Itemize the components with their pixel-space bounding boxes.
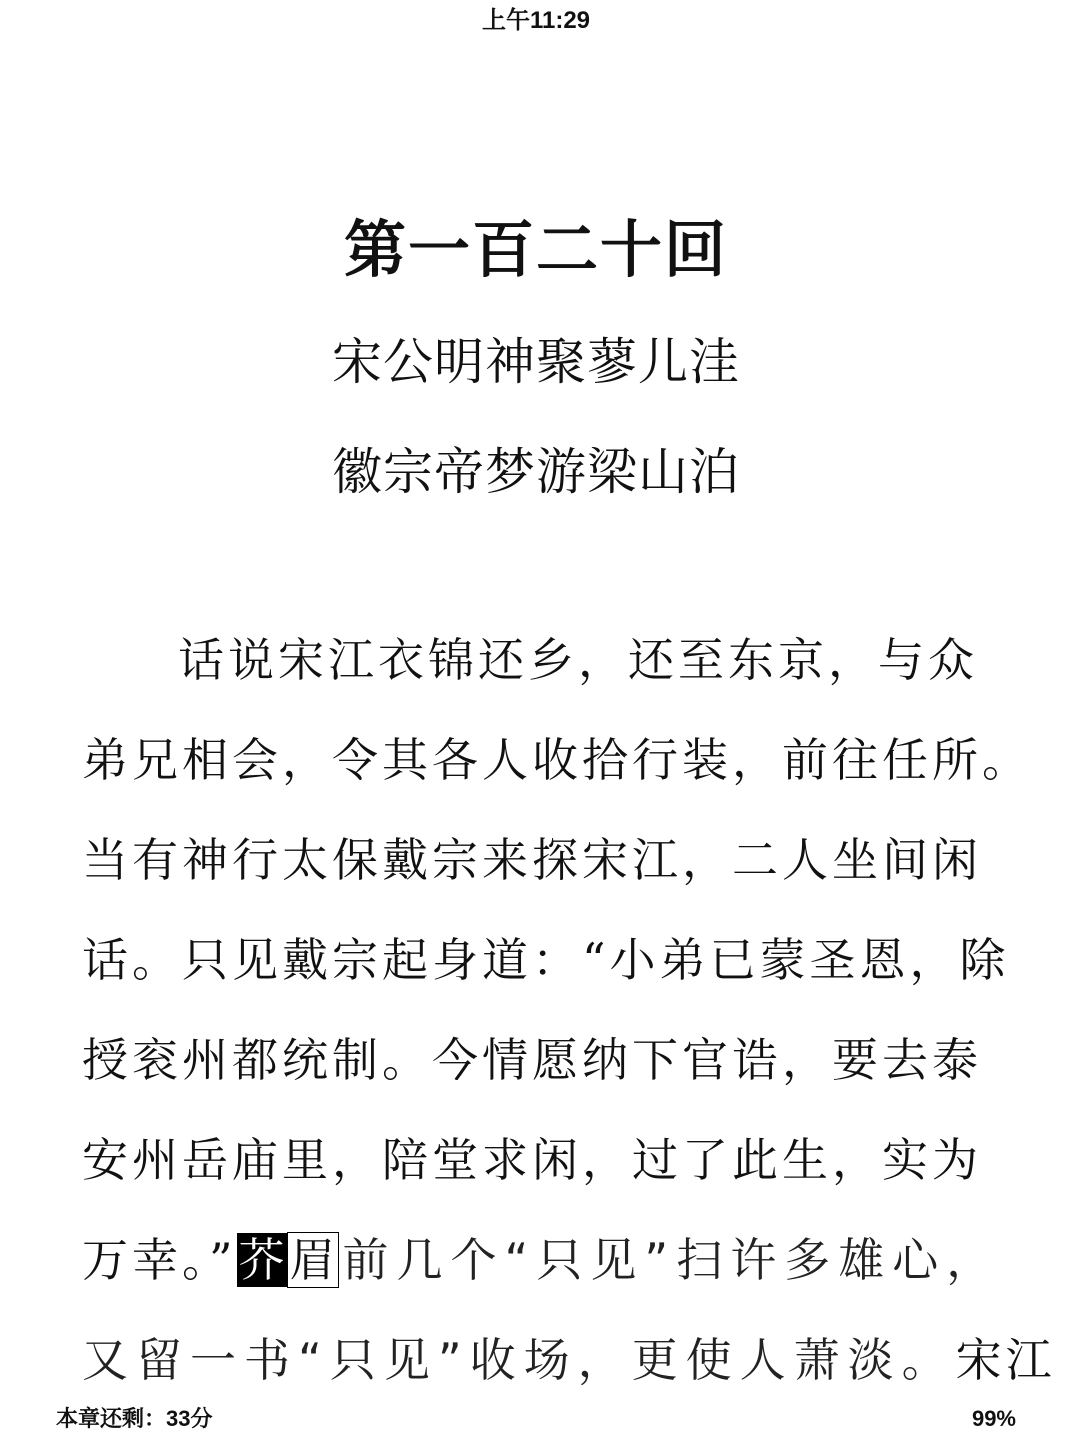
body-line-5[interactable]: 授衮州都统制。今情愿纳下官诰，要去泰	[82, 1033, 982, 1087]
body-line-8-tail[interactable]: 宋江	[955, 1333, 1056, 1387]
annotation-text-line-7[interactable]: 前几个“只见”扫许多雄心，	[342, 1233, 1001, 1287]
annotation-text-line-8[interactable]: 又留一书“只见”收场，更使人萧淡。	[82, 1333, 956, 1387]
annotation-tag-jie: 芥	[238, 1233, 285, 1287]
body-line-4[interactable]: 话。只见戴宗起身道：“小弟已蒙圣恩，除	[82, 933, 1010, 987]
body-line-7-text[interactable]: 万幸。”	[82, 1233, 237, 1287]
chapter-number: 第一百二十回	[343, 213, 728, 286]
body-line-2[interactable]: 弟兄相会，令其各人收拾行装，前往任所。	[82, 733, 1032, 787]
annotation-tag-mei: 眉	[287, 1232, 339, 1288]
body-line-3[interactable]: 当有神行太保戴宗来探宋江，二人坐间闲	[82, 833, 982, 887]
reading-progress: 99%	[971, 1406, 1016, 1431]
status-time: 上午11:29	[481, 7, 591, 34]
chapter-remaining-time: 本章还剩：33分	[56, 1406, 213, 1431]
body-line-8[interactable]	[82, 1330, 1056, 1390]
body-line-7[interactable]	[82, 1230, 1022, 1290]
body-line-6[interactable]: 安州岳庙里，陪堂求闲，过了此生，实为	[82, 1133, 982, 1187]
chapter-subtitle-2: 徽宗帝梦游梁山泊	[332, 443, 740, 501]
chapter-subtitle-1: 宋公明神聚蓼儿洼	[332, 333, 740, 391]
body-line-1[interactable]: 话说宋江衣锦还乡，还至东京，与众	[178, 633, 978, 687]
